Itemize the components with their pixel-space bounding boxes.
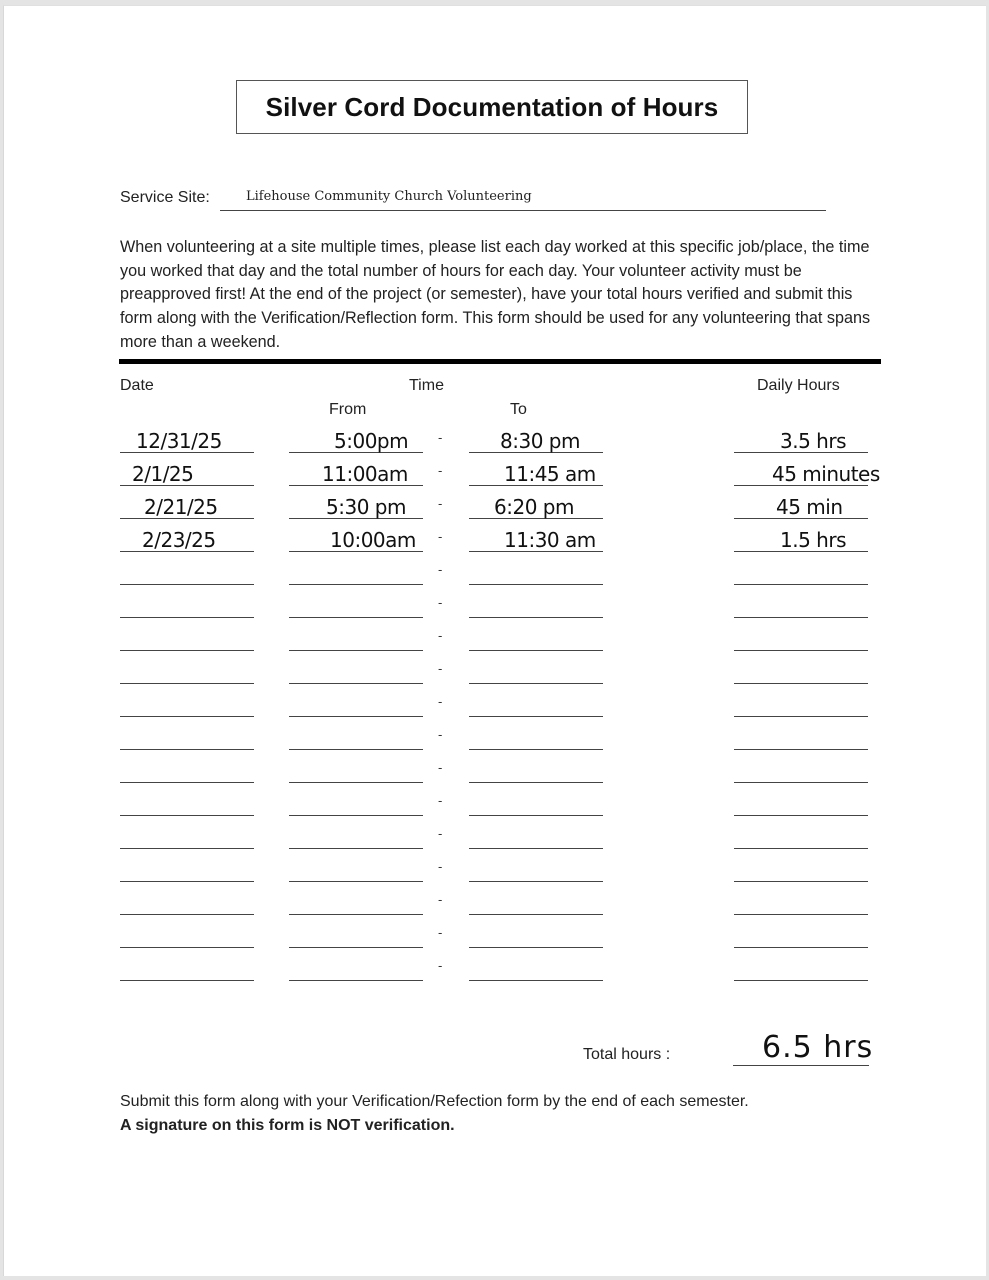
table-row	[4, 818, 986, 851]
time-separator: -	[438, 661, 443, 676]
header-date: Date	[120, 377, 154, 394]
time-separator: -	[438, 793, 443, 808]
from-field[interactable]	[289, 884, 423, 915]
to-field[interactable]	[469, 818, 603, 849]
date-value: 2/21/25	[144, 495, 218, 519]
time-separator: -	[438, 595, 443, 610]
time-separator: -	[438, 826, 443, 841]
hrs-value: 45 minutes	[772, 462, 880, 486]
from-field[interactable]	[289, 818, 423, 849]
from-field[interactable]	[289, 851, 423, 882]
hrs-field[interactable]	[734, 719, 868, 750]
to-value: 6:20 pm	[494, 495, 574, 519]
hrs-value: 3.5 hrs	[780, 429, 846, 453]
from-field[interactable]	[289, 620, 423, 651]
table-row	[4, 554, 986, 587]
form-page	[3, 5, 986, 1276]
table-row	[4, 422, 986, 455]
table-row	[4, 851, 986, 884]
to-field[interactable]	[469, 851, 603, 882]
table-row	[4, 521, 986, 554]
hrs-field[interactable]	[734, 851, 868, 882]
table-row	[4, 455, 986, 488]
to-field[interactable]	[469, 752, 603, 783]
to-field[interactable]	[469, 653, 603, 684]
service-site-label: Service Site:	[120, 189, 210, 206]
table-row	[4, 752, 986, 785]
table-row	[4, 653, 986, 686]
date-value: 2/23/25	[142, 528, 216, 552]
hrs-field[interactable]	[734, 554, 868, 585]
to-value: 11:45 am	[504, 462, 596, 486]
from-field[interactable]	[289, 587, 423, 618]
table-row	[4, 587, 986, 620]
date-field[interactable]	[120, 818, 254, 849]
from-field[interactable]	[289, 653, 423, 684]
title-box	[236, 80, 748, 134]
date-field[interactable]	[120, 950, 254, 981]
time-separator: -	[438, 430, 443, 445]
date-field[interactable]	[120, 884, 254, 915]
from-value: 5:00pm	[334, 429, 409, 453]
hrs-field[interactable]	[734, 620, 868, 651]
total-hours-label: Total hours :	[583, 1046, 671, 1063]
to-field[interactable]	[469, 950, 603, 981]
date-value: 2/1/25	[132, 462, 194, 486]
time-separator: -	[438, 925, 443, 940]
to-field[interactable]	[469, 620, 603, 651]
hrs-field[interactable]	[734, 818, 868, 849]
hrs-field[interactable]	[734, 752, 868, 783]
date-field[interactable]	[120, 686, 254, 717]
to-field[interactable]	[469, 785, 603, 816]
to-field[interactable]	[469, 587, 603, 618]
time-separator: -	[438, 463, 443, 478]
hrs-value: 1.5 hrs	[780, 528, 846, 552]
total-hours-value: 6.5 hrs	[762, 1030, 874, 1065]
date-field[interactable]	[120, 752, 254, 783]
date-field[interactable]	[120, 587, 254, 618]
instructions-text: When volunteering at a site multiple times, please list each day worked at this specific job/place, the time you worked that day and the total number of hours for each day. Your volunteer activity must be preapproved first! At the end of the project (or semester), have your total hours verified and submit this form along with the Verification/Reflection form. This form should be used for any volunteering that spans more than a weekend.	[120, 238, 871, 351]
from-field[interactable]	[289, 686, 423, 717]
table-row	[4, 488, 986, 521]
header-daily-hours: Daily Hours	[757, 377, 840, 394]
hrs-field[interactable]	[734, 950, 868, 981]
form-title: Silver Cord Documentation of Hours	[265, 91, 719, 122]
from-field[interactable]	[289, 950, 423, 981]
time-separator: -	[438, 562, 443, 577]
from-field[interactable]	[289, 785, 423, 816]
from-value: 10:00am	[330, 528, 416, 552]
hrs-field[interactable]	[734, 587, 868, 618]
footer-warning: A signature on this form is NOT verification.	[120, 1117, 455, 1134]
date-field[interactable]	[120, 554, 254, 585]
time-separator: -	[438, 958, 443, 973]
to-field[interactable]	[469, 917, 603, 948]
header-time: Time	[409, 377, 444, 394]
section-divider	[119, 359, 881, 364]
date-field[interactable]	[120, 653, 254, 684]
date-field[interactable]	[120, 917, 254, 948]
date-field[interactable]	[120, 785, 254, 816]
hrs-field[interactable]	[734, 785, 868, 816]
table-row	[4, 620, 986, 653]
to-field[interactable]	[469, 554, 603, 585]
time-separator: -	[438, 694, 443, 709]
from-field[interactable]	[289, 554, 423, 585]
header-to: To	[510, 401, 527, 418]
time-separator: -	[438, 496, 443, 511]
time-separator: -	[438, 727, 443, 742]
table-row	[4, 686, 986, 719]
to-field[interactable]	[469, 884, 603, 915]
service-site-value: Lifehouse Community Church Volunteering	[246, 189, 532, 204]
date-field[interactable]	[120, 620, 254, 651]
time-separator: -	[438, 760, 443, 775]
to-field[interactable]	[469, 719, 603, 750]
from-field[interactable]	[289, 719, 423, 750]
hrs-field[interactable]	[734, 884, 868, 915]
from-field[interactable]	[289, 917, 423, 948]
time-separator: -	[438, 859, 443, 874]
from-value: 11:00am	[322, 462, 408, 486]
time-separator: -	[438, 529, 443, 544]
table-row	[4, 719, 986, 752]
time-separator: -	[438, 892, 443, 907]
hrs-field[interactable]	[734, 917, 868, 948]
date-field[interactable]	[120, 719, 254, 750]
total-hours-field[interactable]	[733, 1065, 869, 1066]
date-field[interactable]	[120, 851, 254, 882]
to-value: 11:30 am	[504, 528, 596, 552]
time-separator: -	[438, 628, 443, 643]
footer-note: Submit this form along with your Verification/Refection form by the end of each semester.	[120, 1093, 749, 1110]
from-value: 5:30 pm	[326, 495, 406, 519]
date-value: 12/31/25	[136, 429, 222, 453]
table-row	[4, 950, 986, 983]
table-row	[4, 917, 986, 950]
table-row	[4, 884, 986, 917]
hrs-value: 45 min	[776, 495, 843, 519]
to-value: 8:30 pm	[500, 429, 580, 453]
from-field[interactable]	[289, 752, 423, 783]
to-field[interactable]	[469, 686, 603, 717]
service-site-field[interactable]	[220, 210, 826, 211]
header-from: From	[329, 401, 367, 418]
table-row	[4, 785, 986, 818]
hrs-field[interactable]	[734, 653, 868, 684]
hrs-field[interactable]	[734, 686, 868, 717]
